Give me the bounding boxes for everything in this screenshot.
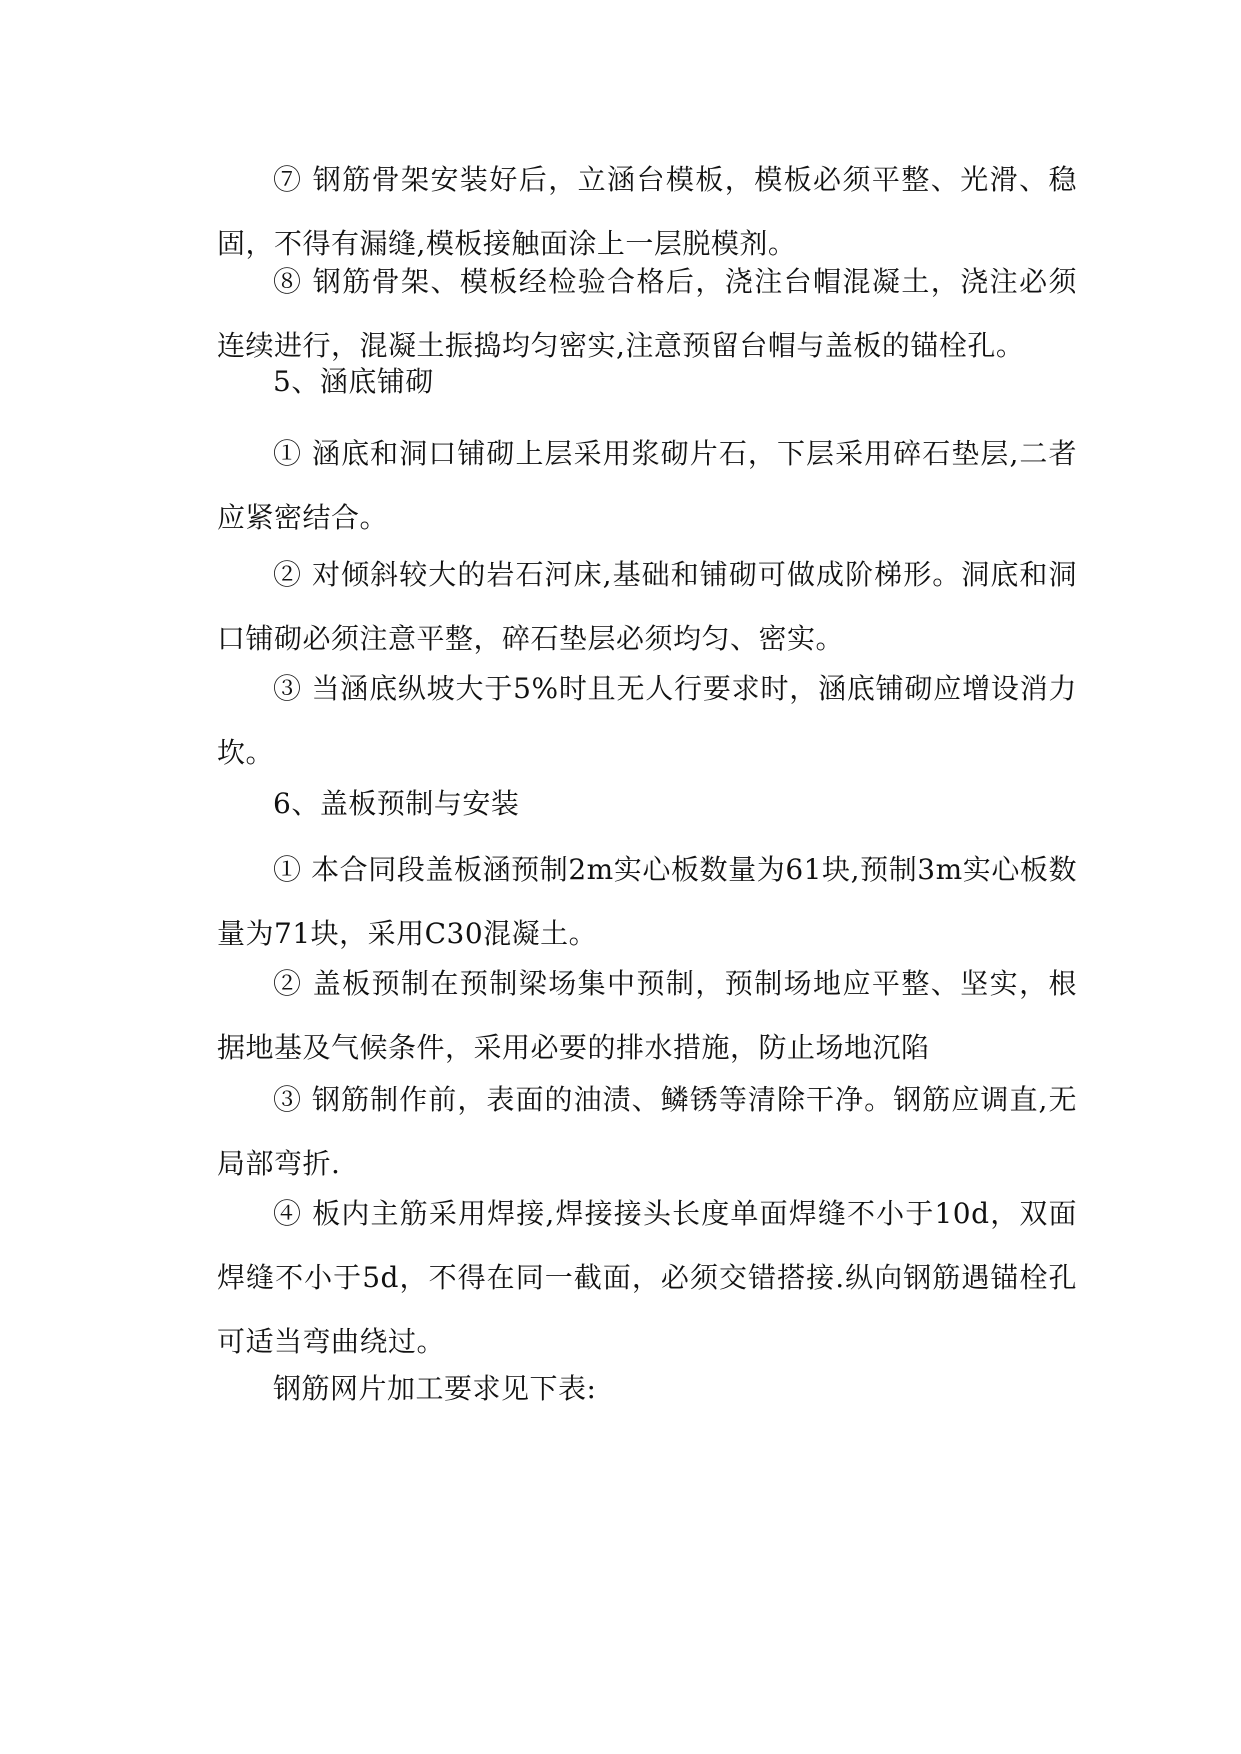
- paragraph-step-7: ⑦ 钢筋骨架安装好后，立涵台模板，模板必须平整、光滑、稳固，不得有漏缝,模板接触面涂上一层脱模剂。: [217, 163, 1077, 260]
- paragraph-table-intro: 钢筋网片加工要求见下表:: [273, 1372, 597, 1405]
- section-heading-cover-plate: 6、盖板预制与安装: [273, 787, 520, 820]
- paragraph-paving-2: ② 对倾斜较大的岩石河床,基础和铺砌可做成阶梯形。洞底和洞口铺砌必须注意平整，碎石垫层必须均匀、密实。: [217, 558, 1077, 655]
- paragraph-cover-plate-2: ② 盖板预制在预制梁场集中预制，预制场地应平整、坚实，根据地基及气候条件，采用必要的排水措施，防止场地沉陷: [217, 967, 1077, 1064]
- paragraph-cover-plate-3: ③ 钢筋制作前，表面的油渍、鳞锈等清除干净。钢筋应调直,无局部弯折.: [217, 1083, 1077, 1180]
- paragraph-paving-3: ③ 当涵底纵坡大于5%时且无人行要求时，涵底铺砌应增设消力坎。: [217, 672, 1077, 769]
- section-heading-culvert-bottom-paving: 5、涵底铺砌: [273, 365, 434, 398]
- paragraph-cover-plate-4: ④ 板内主筋采用焊接,焊接接头长度单面焊缝不小于10d，双面焊缝不小于5d，不得在同一截面，必须交错搭接.纵向钢筋遇锚栓孔可适当弯曲绕过。: [217, 1197, 1077, 1358]
- paragraph-step-8: ⑧ 钢筋骨架、模板经检验合格后，浇注台帽混凝土，浇注必须连续进行，混凝土振捣均匀密实,注意预留台帽与盖板的锚栓孔。: [217, 265, 1077, 362]
- paragraph-cover-plate-1: ① 本合同段盖板涵预制2m实心板数量为61块,预制3m实心板数量为71块，采用C30混凝土。: [217, 853, 1077, 950]
- paragraph-paving-1: ① 涵底和洞口铺砌上层采用浆砌片石，下层采用碎石垫层,二者应紧密结合。: [217, 437, 1077, 534]
